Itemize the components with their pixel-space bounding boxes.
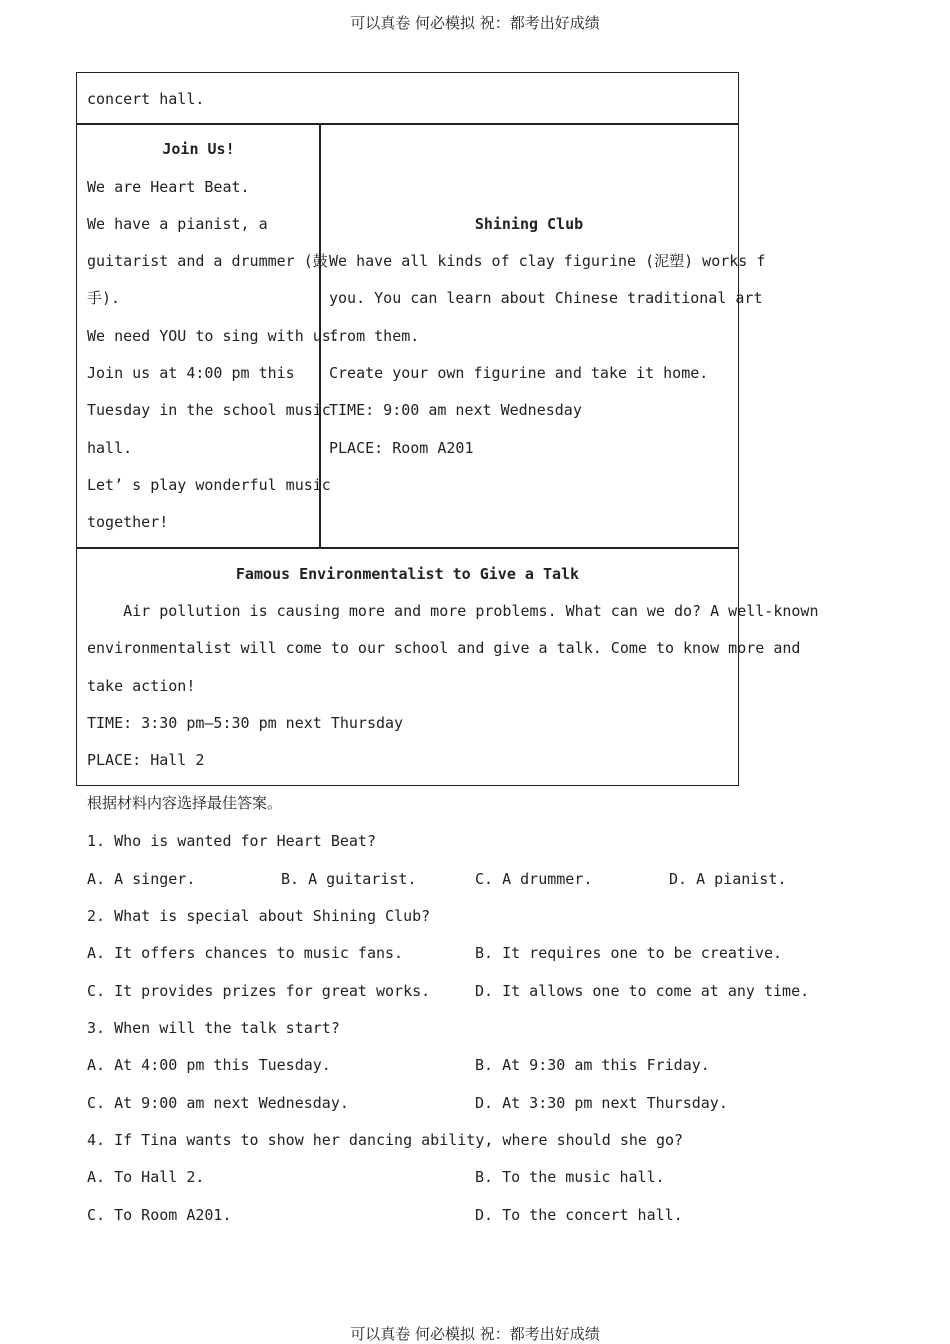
- table-top-cell: [76, 72, 739, 125]
- talk-line: environmentalist will come to our school and give a talk. Come to know more and: [87, 639, 801, 657]
- shining-club-line: you. You can learn about Chinese traditional art: [329, 289, 763, 307]
- talk-line: take action!: [87, 677, 196, 695]
- option: A. A singer.: [87, 870, 196, 888]
- page-header: 可以真卷 何必模拟 祝：都考出好成绩: [350, 14, 600, 32]
- option: A. It offers chances to music fans.: [87, 944, 404, 962]
- question-stem: 2. What is special about Shining Club?: [87, 907, 431, 925]
- shining-club-line: TIME: 9:00 am next Wednesday: [329, 401, 582, 419]
- question-stem: 1. Who is wanted for Heart Beat?: [87, 832, 376, 850]
- shining-club-line: We have all kinds of clay figurine (泥塑) works f: [329, 252, 766, 270]
- option: B. It requires one to be creative.: [475, 944, 783, 962]
- join-us-line: guitarist and a drummer (鼓: [87, 252, 328, 270]
- talk-line: Air pollution is causing more and more problems. What can we do? A well-known: [87, 602, 819, 620]
- talk-title: Famous Environmentalist to Give a Talk: [235, 565, 580, 583]
- join-us-cell: [76, 123, 340, 549]
- join-us-line: hall.: [87, 439, 133, 457]
- option: A. To Hall 2.: [87, 1168, 205, 1186]
- shining-club-line: Create your own figurine and take it home.: [329, 364, 709, 382]
- shining-club-title: Shining Club: [474, 215, 584, 233]
- question-stem: 4. If Tina wants to show her dancing ability, where should she go?: [87, 1131, 684, 1149]
- instruction: 根据材料内容选择最佳答案。: [87, 794, 283, 812]
- option: A. At 4:00 pm this Tuesday.: [87, 1056, 331, 1074]
- option: B. At 9:30 am this Friday.: [475, 1056, 710, 1074]
- shining-club-line: PLACE: Room A201: [329, 439, 474, 457]
- join-us-line: We need YOU to sing with us.: [87, 327, 340, 345]
- top-cell-text: concert hall.: [87, 90, 205, 108]
- join-us-line: Tuesday in the school music: [87, 401, 331, 419]
- talk-cell: [76, 547, 819, 786]
- option: D. A pianist.: [669, 870, 787, 888]
- option: D. It allows one to come at any time.: [475, 982, 810, 1000]
- option: D. At 3:30 pm next Thursday.: [475, 1094, 728, 1112]
- talk-line: PLACE: Hall 2: [87, 751, 205, 769]
- join-us-line: together!: [87, 513, 169, 531]
- shining-club-cell: [319, 123, 766, 549]
- join-us-line: Join us at 4:00 pm this: [87, 364, 295, 382]
- talk-line: TIME: 3:30 pm—5:30 pm next Thursday: [87, 714, 404, 732]
- page-footer: 可以真卷 何必模拟 祝：都考出好成绩: [350, 1325, 600, 1343]
- option: C. To Room A201.: [87, 1206, 232, 1224]
- question-stem: 3. When will the talk start?: [87, 1019, 340, 1037]
- option: C. A drummer.: [475, 870, 593, 888]
- shining-club-line: from them.: [329, 327, 420, 345]
- option: B. To the music hall.: [475, 1168, 665, 1186]
- join-us-line: Let’ s play wonderful music: [87, 476, 331, 494]
- option: D. To the concert hall.: [475, 1206, 683, 1224]
- option: C. It provides prizes for great works.: [87, 982, 431, 1000]
- join-us-line: We have a pianist, a: [87, 215, 268, 233]
- option: C. At 9:00 am next Wednesday.: [87, 1094, 349, 1112]
- join-us-line: We are Heart Beat.: [87, 178, 250, 196]
- join-us-line: 手).: [87, 289, 121, 307]
- option: B. A guitarist.: [281, 870, 417, 888]
- join-us-title: Join Us!: [162, 140, 235, 158]
